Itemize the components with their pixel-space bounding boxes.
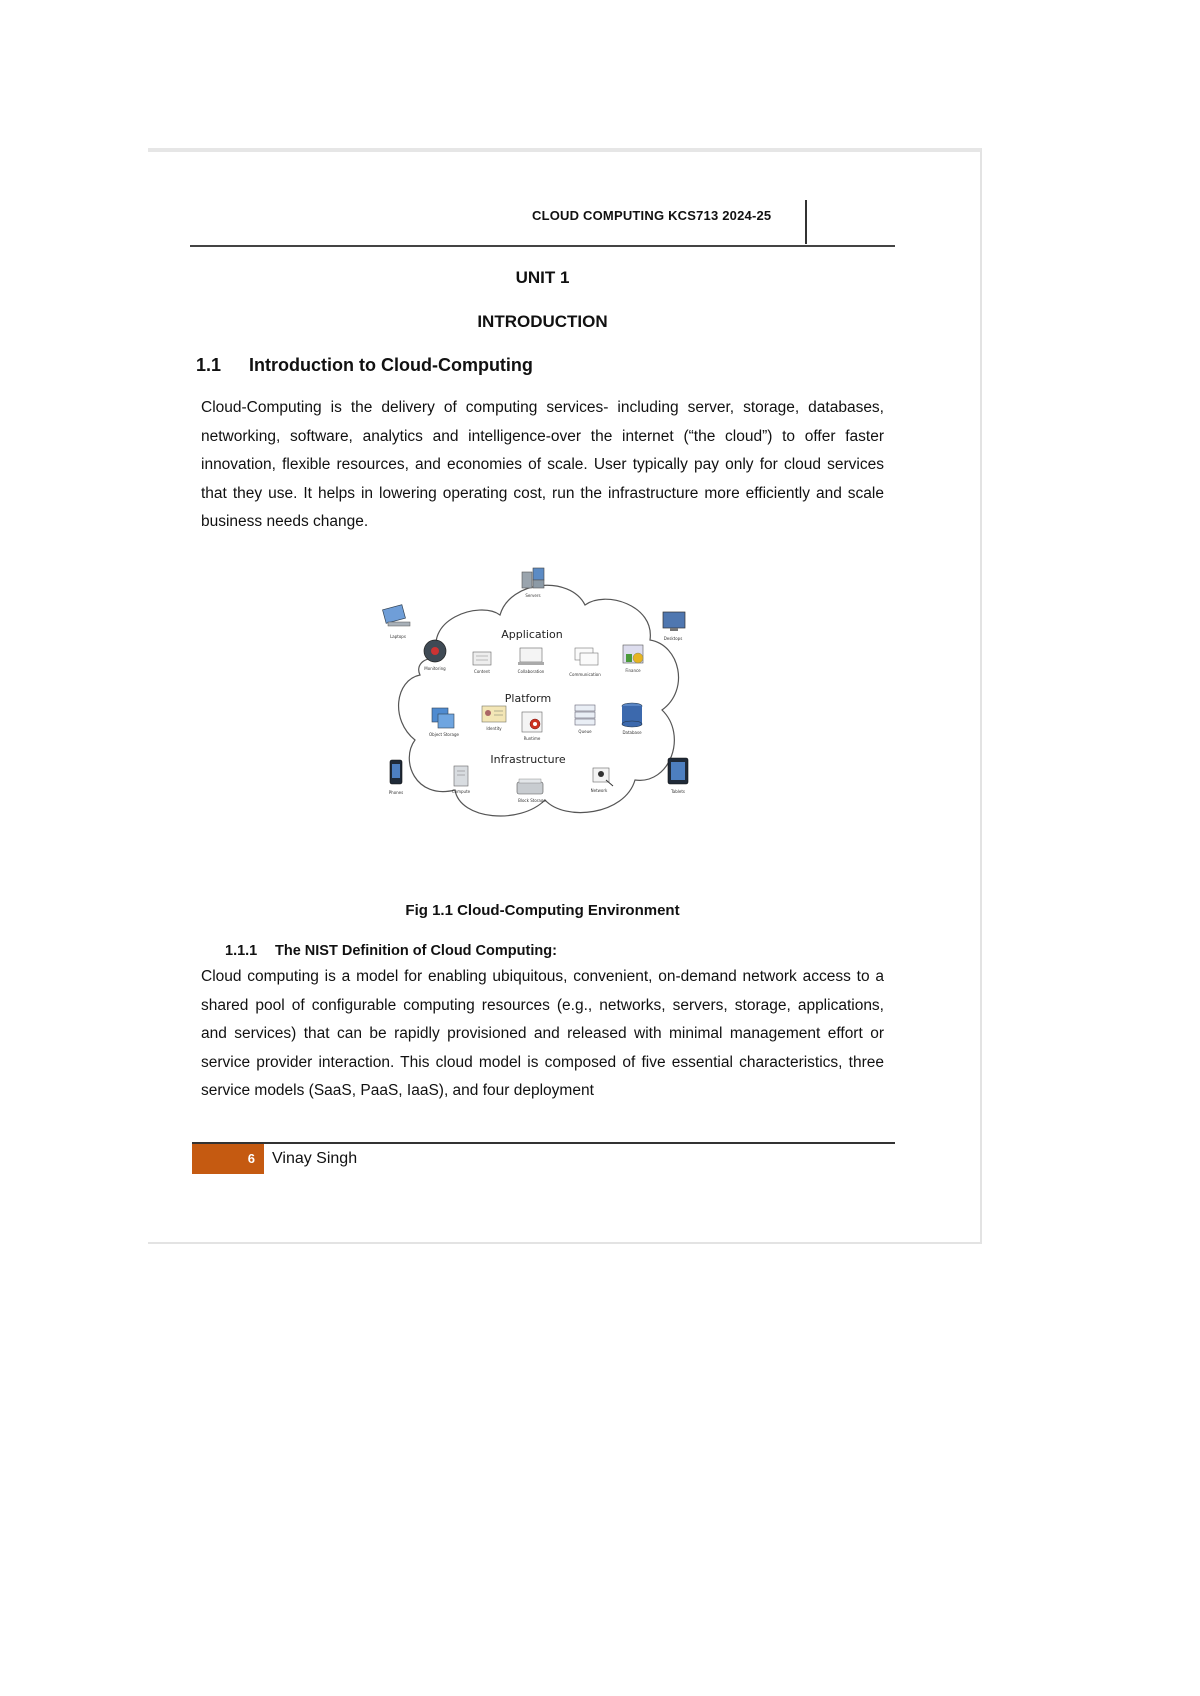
phones-label: Phones	[388, 790, 404, 795]
collaboration-label: Collaboration	[517, 669, 545, 674]
content-label: Content	[474, 669, 490, 674]
queue-label: Queue	[578, 729, 592, 734]
figure-caption: Fig 1.1 Cloud-Computing Environment	[405, 902, 680, 919]
servers-icon	[522, 568, 544, 588]
chapter-heading: INTRODUCTION	[477, 312, 608, 331]
cloud-computing-figure	[370, 560, 700, 840]
compute-label: Compute	[451, 789, 471, 794]
footer-author: Vinay Singh	[272, 1150, 358, 1167]
monitoring-label: Monitoring	[424, 666, 446, 671]
desktop-icon	[663, 612, 685, 631]
laptop-icon	[383, 605, 410, 626]
finance-icon	[623, 645, 643, 663]
identity-icon	[482, 706, 506, 722]
header-rule	[190, 245, 895, 247]
database-icon	[622, 703, 642, 727]
finance-label: Finance	[625, 668, 641, 673]
section-number: 1.1	[196, 355, 222, 375]
header-divider	[805, 200, 807, 244]
application-layer-label: Application	[501, 628, 563, 641]
infrastructure-layer-label: Infrastructure	[490, 753, 566, 766]
nist-paragraph: Cloud computing is a model for enabling ubiquitous, convenient, on-demand network access to a shared pool of configurable computing resources (e.g., networks, servers, storage, applications, and services) that can be rapidly provisioned and released with minimal management effort or service provider interaction. This cloud model is composed of five essential characteristics, three service models (SaaS, PaaS, IaaS), and four deployment	[201, 968, 884, 1099]
intro-paragraph: Cloud-Computing is the delivery of computing services- including server, storage, databases, networking, software, analytics and intelligence-over the internet (“the cloud”) to offer faster innovation, flexible resources, and economies of scale. User typically pay only for cloud services that they use. It helps in lowering operating cost, run the infrastructure more efficiently and scale business needs change.	[201, 399, 884, 530]
footer-rule	[192, 1142, 895, 1144]
page-number: 6	[247, 1151, 255, 1166]
compute-icon	[454, 766, 468, 786]
monitoring-icon	[424, 640, 446, 662]
section-title: Introduction to Cloud-Computing	[249, 355, 533, 375]
runtime-icon	[522, 712, 542, 732]
unit-heading: UNIT 1	[515, 268, 570, 287]
subsection-title: The NIST Definition of Cloud Computing:	[275, 943, 557, 959]
runtime-label: Runtime	[523, 736, 541, 741]
database-label: Database	[622, 730, 642, 735]
communication-label: Communication	[569, 672, 601, 677]
platform-layer-label: Platform	[504, 692, 552, 705]
identity-label: Identity	[486, 726, 502, 731]
running-header: CLOUD COMPUTING KCS713 2024-25	[532, 208, 772, 223]
tablet-icon	[668, 758, 688, 784]
collaboration-icon	[518, 648, 544, 665]
phone-icon	[390, 760, 402, 784]
block-storage-label: Block Storage	[518, 798, 546, 803]
network-label: Network	[590, 788, 608, 793]
laptops-label: Laptops	[390, 634, 406, 639]
queue-icon	[575, 705, 595, 725]
content-icon	[473, 652, 491, 665]
page-number-badge	[192, 1144, 264, 1174]
tablets-label: Tablets	[671, 789, 685, 794]
subsection-number: 1.1.1	[225, 943, 258, 959]
block-storage-icon	[517, 779, 543, 794]
desktops-label: Desktops	[663, 636, 683, 641]
servers-label: Servers	[525, 593, 541, 598]
object-storage-label: Object Storage	[429, 732, 459, 737]
